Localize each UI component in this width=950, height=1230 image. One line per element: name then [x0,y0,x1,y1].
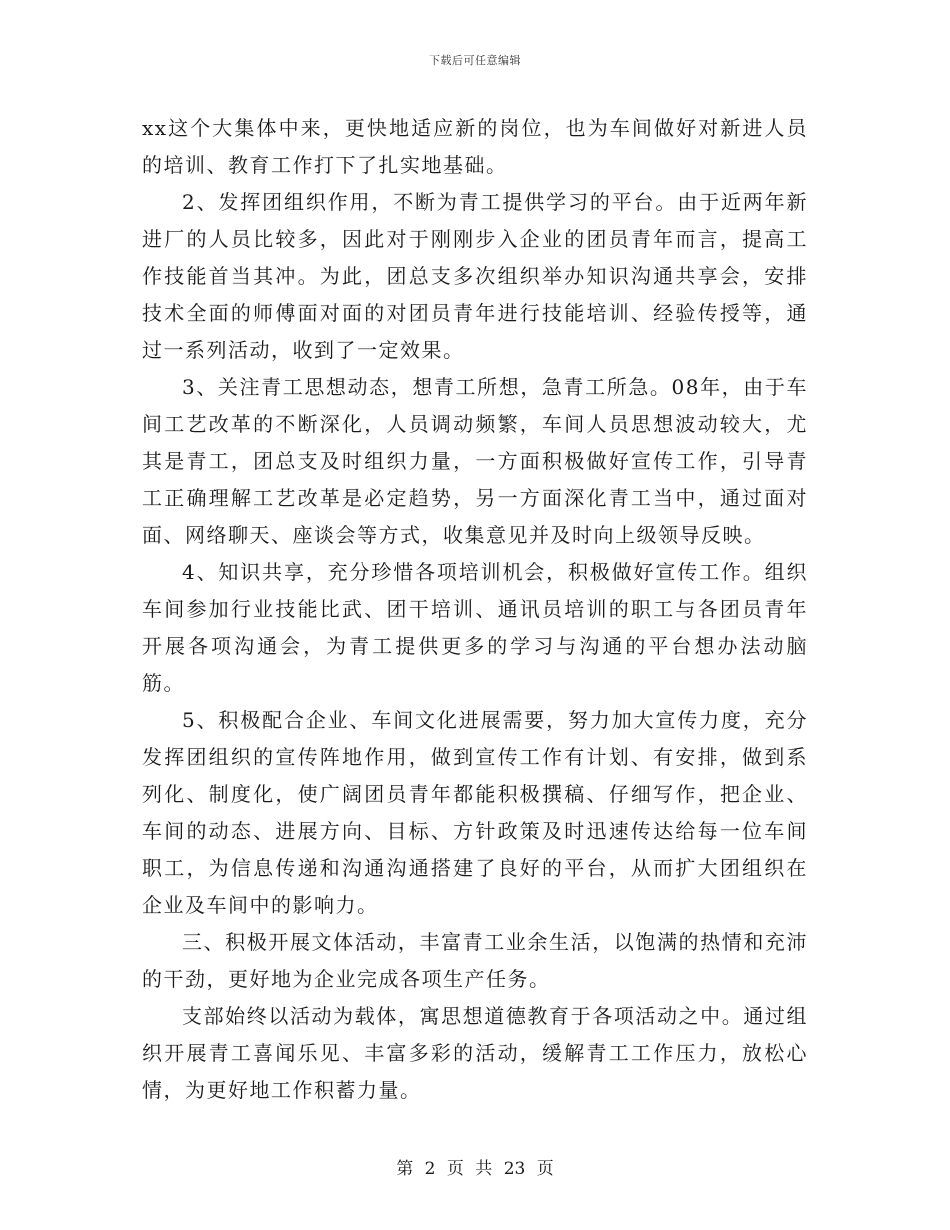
paragraph-activities: 支部始终以活动为载体，寓思想道德教育于各项活动之中。通过组织开展青工喜闻乐见、丰富多彩的活动，缓解青工工作压力，放松心情，为更好地工作积蓄力量。 [142,1004,808,1102]
paragraph-item-2: 2、发挥团组织作用，不断为青工提供学习的平台。由于近两年新进厂的人员比较多，因此对于刚刚步入企业的团员青年而言，提高工作技能首当其冲。为此，团总支多次组织举办知识沟通共享会，安排技术全面的师傅面对面的对团员青年进行技能培训、经验传授等，通过一系列活动，收到了一定效果。 [142,190,808,362]
page-header: 下载后可任意编辑 [429,54,521,67]
paragraph-item-5: 5、积极配合企业、车间文化进展需要，努力加大宣传力度，充分发挥团组织的宣传阵地作用，做到宣传工作有计划、有安排，做到系列化、制度化，使广阔团员青年都能积极撰稿、仔细写作，把企业、车间的动态、进展方向、目标、方针政策及时迅速传达给每一位车间职工，为信息传递和沟通沟通搭建了良好的平台，从而扩大团组织在企业及车间中的影响力。 [142,708,808,917]
page-footer: 第 2 页 共 23 页 [396,1159,554,1179]
section-heading-three: 三、积极开展文体活动，丰富青工业余生活，以饱满的热情和充沛的干劲，更好地为企业完成各项生产任务。 [142,930,808,991]
paragraph-item-4: 4、知识共享，充分珍惜各项培训机会，积极做好宣传工作。组织车间参加行业技能比武、团干培训、通讯员培训的职工与各团员青年开展各项沟通会，为青工提供更多的学习与沟通的平台想办法动脑筋。 [142,560,808,695]
paragraph-continuation: xx这个大集体中来，更快地适应新的岗位，也为车间做好对新进人员的培训、教育工作打下了扎实地基础。 [142,116,808,177]
document-body [142,110,808,1109]
paragraph-item-3: 3、关注青工思想动态，想青工所想，急青工所急。08年，由于车间工艺改革的不断深化，人员调动频繁，车间人员思想波动较大，尤其是青工，团总支及时组织力量，一方面积极做好宣传工作，引导青工正确理解工艺改革是必定趋势，另一方面深化青工当中，通过面对面、网络聊天、座谈会等方式，收集意见并及时向上级领导反映。 [142,375,808,547]
